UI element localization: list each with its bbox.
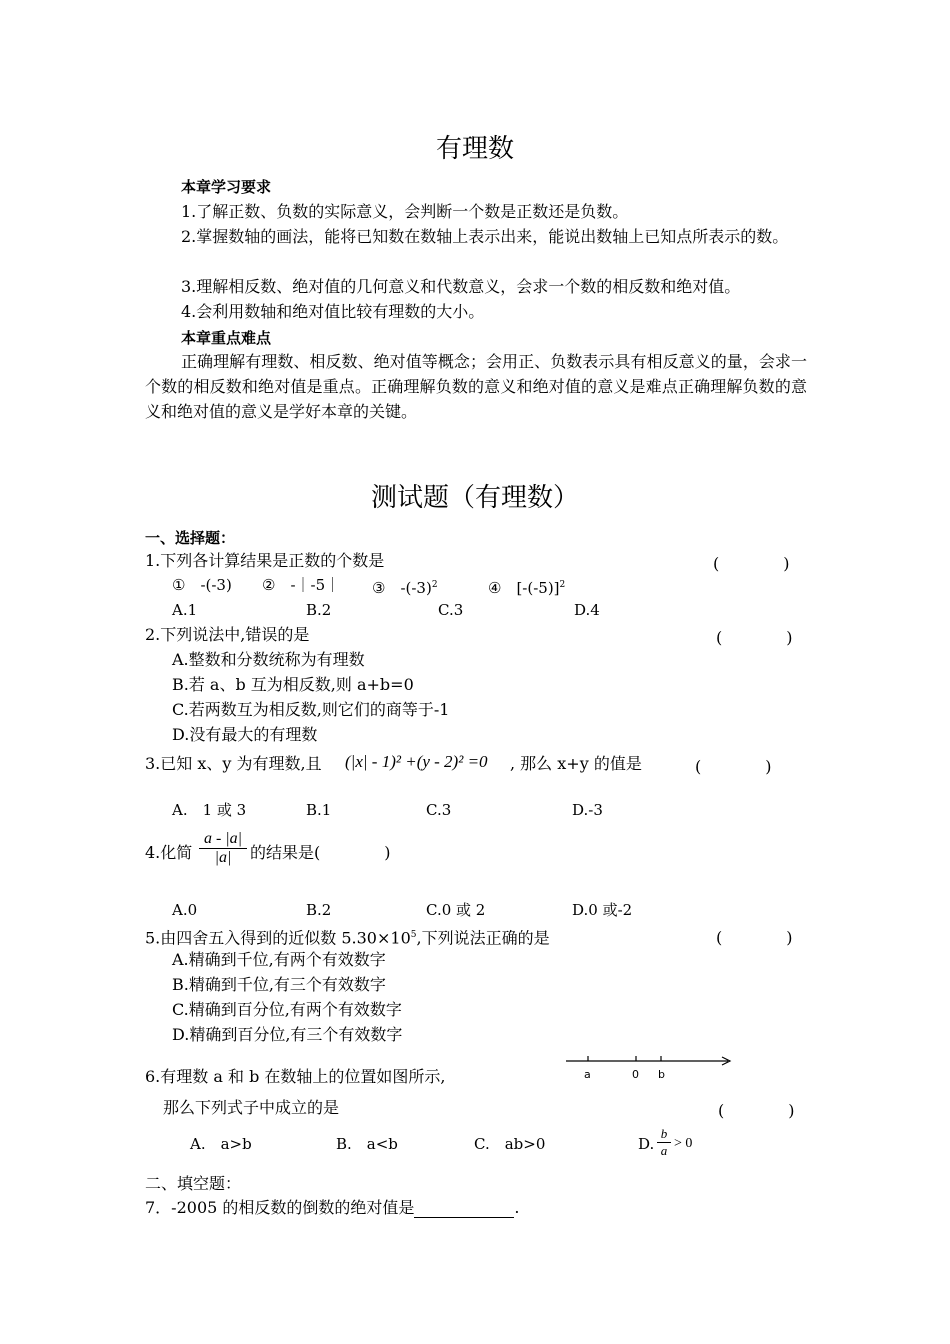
requirement-1: 1.了解正数、负数的实际意义，会判断一个数是正数还是负数。	[181, 202, 629, 221]
q2-stem: 2.下列说法中,错误的是	[145, 625, 310, 644]
q2-answer-paren: ( )	[716, 628, 793, 647]
q3-stem: 3.已知 x、y 为有理数,且	[145, 754, 322, 773]
q1-expr-1: ① -(-3)	[172, 576, 232, 594]
q6-option-c: C. ab>0	[474, 1135, 546, 1153]
q6-d-denominator: a	[660, 1143, 668, 1158]
key-points-heading: 本章重点难点	[181, 329, 272, 347]
q2-option-b: B.若 a、b 互为相反数,则 a+b=0	[172, 675, 414, 694]
q3-option-a: A. 1 或 3	[172, 801, 247, 819]
q6-d-fraction	[657, 1126, 671, 1159]
q1-expr-4: ④ $[-(-5)]^2$	[488, 579, 566, 597]
axis-label-zero: 0	[632, 1068, 639, 1081]
test-title: 测试题（有理数）	[370, 483, 579, 513]
q3-option-c: C.3	[426, 801, 452, 819]
q3-option-b: B.1	[306, 801, 332, 819]
q5-stem: 5.由四舍五入得到的近似数 $5.30\times 10^5$,下列说法正确的是	[145, 928, 550, 948]
q4-option-b: B.2	[306, 901, 332, 919]
axis-label-a: a	[584, 1068, 591, 1081]
section-choice-heading: 一、选择题：	[145, 529, 236, 547]
q4-denominator: |a|	[214, 849, 232, 866]
q5-option-c: C.精确到百分位,有两个有效数字	[172, 1000, 402, 1019]
q4-option-d: D.0 或-2	[572, 901, 633, 919]
requirement-3: 3.理解相反数、绝对值的几何意义和代数意义，会求一个数的相反数和绝对值。	[181, 277, 741, 296]
page-title: 有理数	[435, 134, 514, 164]
section-fill-heading: 二、填空题：	[145, 1174, 242, 1193]
q6-d-tail: > 0	[674, 1136, 693, 1151]
q2-option-d: D.没有最大的有理数	[172, 725, 318, 744]
requirement-2: 2.掌握数轴的画法，能将已知数在数轴上表示出来，能说出数轴上已知点所表示的数。	[181, 227, 789, 246]
q6-d-numerator: b	[660, 1126, 668, 1141]
q3-formula: (|x| - 1)² +(y - 2)² =0	[345, 752, 488, 771]
q1-answer-paren: ( )	[713, 554, 790, 573]
q6-stem: 6.有理数 a 和 b 在数轴上的位置如图所示,	[145, 1067, 446, 1086]
number-line-figure	[560, 1050, 740, 1082]
requirements-heading: 本章学习要求	[181, 178, 272, 196]
q3-option-d: D.-3	[572, 801, 603, 819]
q6-option-b: B. a<b	[336, 1135, 398, 1153]
q5-answer-paren: ( )	[716, 928, 793, 947]
q4-option-c: C.0 或 2	[426, 901, 486, 919]
q4-option-a: A.0	[172, 901, 198, 919]
q7-text: 7．-2005 的相反数的倒数的绝对值是 .	[145, 1198, 520, 1217]
q2-option-a: A.整数和分数统称为有理数	[172, 650, 365, 669]
q6-stem2: 那么下列式子中成立的是	[163, 1098, 340, 1117]
q5-option-b: B.精确到千位,有三个有效数字	[172, 975, 386, 994]
axis-label-b: b	[658, 1068, 665, 1081]
q6-option-d: D.	[638, 1135, 655, 1153]
q4-stem: 4.化简	[145, 843, 193, 862]
q6-option-a: A. a>b	[190, 1135, 252, 1153]
q4-numerator: a - |a|	[203, 830, 243, 847]
q1-stem: 1.下列各计算结果是正数的个数是	[145, 551, 385, 570]
q3-tail: , 那么 x+y 的值是	[510, 754, 642, 773]
q4-fraction	[199, 830, 247, 867]
q1-option-c: C.3	[438, 601, 464, 619]
key-points-text: 正确理解有理数、相反数、绝对值等概念；会用正、负数表示具有相反意义的量，会求一个数的相反数和绝对值是重点。正确理解负数的意义和绝对值的意义是难点正确理解负数的意义和绝对值的意义是学好本章的关键。	[145, 352, 807, 421]
q1-option-b: B.2	[306, 601, 332, 619]
q1-expr-2: ② -｜-5｜	[262, 576, 341, 594]
q5-option-d: D.精确到百分位,有三个有效数字	[172, 1025, 403, 1044]
q5-option-a: A.精确到千位,有两个有效数字	[172, 950, 386, 969]
q1-expr-3: ③ $-(-3)^2$	[372, 579, 438, 597]
q4-tail: 的结果是( )	[250, 843, 391, 862]
q1-option-a: A.1	[172, 601, 198, 619]
q1-option-d: D.4	[574, 601, 600, 619]
q3-answer-paren: ( )	[695, 757, 772, 776]
requirement-4: 4.会利用数轴和绝对值比较有理数的大小。	[181, 302, 485, 321]
q6-answer-paren: ( )	[718, 1101, 795, 1120]
q7-answer-blank[interactable]	[414, 1201, 514, 1218]
q2-option-c: C.若两数互为相反数,则它们的商等于-1	[172, 700, 450, 719]
